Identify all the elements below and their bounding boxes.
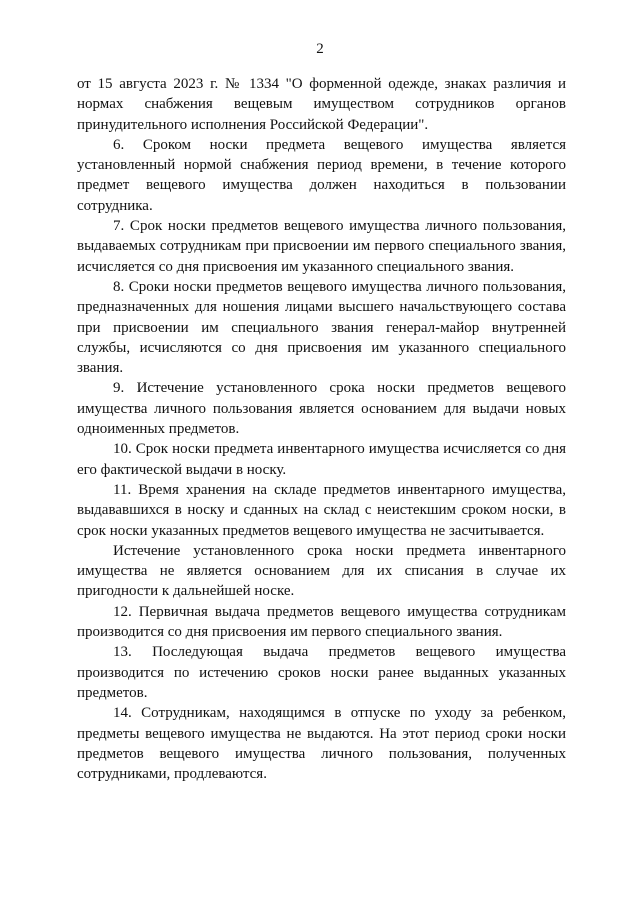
paragraph-item-11-note: Истечение установленного срока носки предмета инвентарного имущества не является основанием для их списания в случае их пригодности к дальнейшей носке. [77, 542, 566, 600]
paragraph-continuation: от 15 августа 2023 г. № 1334 "О форменной одежде, знаках различия и нормах снабжения вещевым имуществом сотрудников органов принудительного исполнения Российской Федерации". [77, 76, 566, 133]
document-body [77, 74, 566, 784]
paragraph-item-14: 14. Сотрудникам, находящимся в отпуске по уходу за ребенком, предметы вещевого имущества не выдаются. На этот период сроки носки предметов вещевого имущества личного пользования, полученных сотрудниками, продлеваются. [77, 705, 566, 783]
paragraph-item-7: 7. Срок носки предметов вещевого имущества личного пользования, выдаваемых сотрудникам при присвоении им первого специального звания, исчисляется со дня присвоения им указанного специального звания. [77, 218, 566, 275]
paragraph-item-11: 11. Время хранения на складе предметов инвентарного имущества, выдававшихся в носку и сданных на склад с неистекшим сроком носки, в срок носки указанных предметов вещевого имущества не засчитывается. [77, 481, 566, 539]
paragraph-item-8: 8. Сроки носки предметов вещевого имущества личного пользования, предназначенных для ношения лицами высшего начальствующего состава при присвоении им специального звания генерал-майор внутренней службы, исчисляются со дня присвоения им указанного специального звания. [77, 278, 566, 377]
page-number: 2 [316, 41, 324, 57]
paragraph-item-10: 10. Срок носки предмета инвентарного имущества исчисляется со дня его фактической выдачи в носку. [77, 441, 566, 478]
paragraph-item-9: 9. Истечение установленного срока носки предметов вещевого имущества личного пользования является основанием для выдачи новых одноименных предметов. [77, 380, 566, 438]
paragraph-item-6: 6. Сроком носки предмета вещевого имущества является установленный нормой снабжения период времени, в течение которого предмет вещевого имущества должен находиться в пользовании сотрудника. [77, 136, 566, 214]
paragraph-item-12: 12. Первичная выдача предметов вещевого имущества сотрудникам производится со дня присвоения им первого специального звания. [77, 603, 566, 641]
paragraph-item-13: 13. Последующая выдача предметов вещевого имущества производится по истечению сроков носки ранее выданных указанных предметов. [77, 644, 566, 701]
